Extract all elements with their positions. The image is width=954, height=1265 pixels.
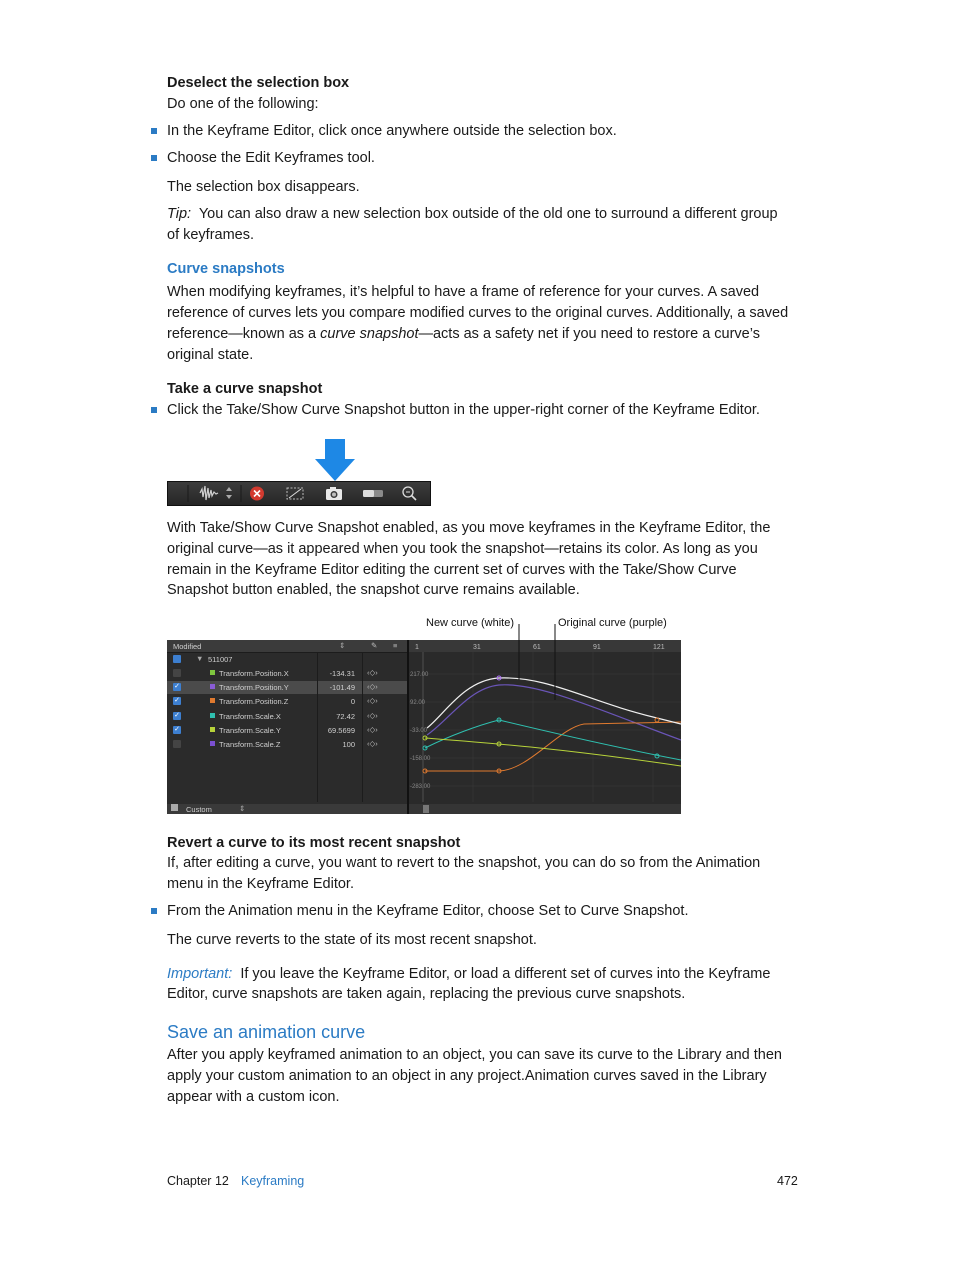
bullet-icon xyxy=(151,128,157,134)
important-paragraph xyxy=(167,964,770,985)
list-item: Choose the Edit Keyframes tool. xyxy=(167,150,375,166)
footer-chapter: Chapter 12 xyxy=(167,1174,229,1188)
page-number: 472 xyxy=(777,1174,798,1188)
channel-value[interactable]: 69.5699 xyxy=(327,725,355,735)
tip-text-continued: of keyframes. xyxy=(167,227,255,243)
channel-color-swatch xyxy=(210,684,215,689)
important-text-continued: Editor, curve snapshots are taken again, replacing the previous curve snapshots. xyxy=(167,986,686,1002)
result-text: The curve reverts to the state of its most recent snapshot. xyxy=(167,932,537,948)
channel-color-swatch xyxy=(210,698,215,703)
keyframe-navigation-icon[interactable]: ‹◇› xyxy=(367,739,378,748)
keyframe-toolbar xyxy=(167,481,431,506)
channel-checkbox[interactable] xyxy=(173,740,181,748)
channel-name[interactable]: Transform.Position.X xyxy=(219,669,289,678)
tip-label: Tip: xyxy=(167,206,192,222)
paragraph-line: original curve—as it appeared when you took the snapshot—retains its color. As long as you xyxy=(167,541,758,557)
tip-paragraph xyxy=(167,204,778,225)
callout-original-curve: Original curve (purple) xyxy=(558,617,667,629)
value-label: 217.00 xyxy=(410,672,429,678)
channel-checkbox[interactable]: ✓ xyxy=(174,725,180,733)
paragraph-line: If, after editing a curve, you want to revert to the snapshot, you can do so from the Animation xyxy=(167,855,761,871)
zoom-icon[interactable] xyxy=(403,487,416,500)
paragraph-line: reference of curves lets you compare modified curves to the original curves. Additionally, a saved xyxy=(167,305,789,321)
channel-checkbox[interactable] xyxy=(173,669,181,677)
paragraph-line: menu in the Keyframe Editor. xyxy=(167,876,354,892)
paragraph-line xyxy=(167,324,760,345)
keyframe-navigation-icon[interactable]: ‹◇› xyxy=(367,724,378,734)
subheading-curve-snapshots: Curve snapshots xyxy=(167,261,285,277)
channel-value[interactable]: -101.49 xyxy=(329,683,355,693)
channel-value[interactable]: -134.31 xyxy=(329,669,355,678)
channel-name[interactable]: Transform.Position.Z xyxy=(219,697,289,707)
paragraph-line: After you apply keyframed animation to an object, you can save its curve to the Library and then xyxy=(167,1047,782,1063)
ruler-tick: 121 xyxy=(653,644,665,651)
channel-name[interactable]: Transform.Scale.Z xyxy=(219,740,281,749)
list-item: Click the Take/Show Curve Snapshot button in the upper-right corner of the Keyframe Editor. xyxy=(167,402,760,418)
important-text: If you leave the Keyframe Editor, or load a different set of curves into the Keyframe xyxy=(240,966,771,982)
folder-icon[interactable] xyxy=(171,804,178,811)
value-label: -158.00 xyxy=(410,756,431,762)
bullet-icon xyxy=(151,155,157,161)
curve-set-label[interactable]: Modified xyxy=(173,642,202,651)
list-item: From the Animation menu in the Keyframe Editor, choose Set to Curve Snapshot. xyxy=(167,903,689,919)
paragraph-line: apply your custom animation to an object in any project.Animation curves saved in the Library xyxy=(167,1068,767,1084)
channel-value[interactable]: 100 xyxy=(342,740,355,749)
channel-name[interactable]: Transform.Scale.X xyxy=(219,711,281,721)
pencil-icon[interactable]: ✎ xyxy=(371,641,378,650)
ruler-tick: 61 xyxy=(533,644,541,651)
group-name: 511007 xyxy=(208,655,233,664)
pointer-arrow-icon xyxy=(313,437,357,483)
list-item: In the Keyframe Editor, click once anywhere outside the selection box. xyxy=(167,123,617,139)
transform-box-icon[interactable] xyxy=(287,488,303,499)
channel-color-swatch xyxy=(210,670,215,675)
channel-checkbox[interactable]: ✓ xyxy=(174,711,180,719)
keyframe-navigation-icon[interactable]: ‹◇› xyxy=(367,696,378,706)
paragraph-line: With Take/Show Curve Snapshot enabled, as you move keyframes in the Keyframe Editor, the xyxy=(167,520,771,536)
callout-lines xyxy=(500,624,570,704)
channel-checkbox[interactable]: ✓ xyxy=(174,683,180,691)
keyframe-navigation-icon[interactable]: ‹◇› xyxy=(367,668,378,677)
ruler-tick: 1 xyxy=(415,644,419,651)
stepper-icon[interactable]: ⇕ xyxy=(239,804,246,813)
section-heading: Deselect the selection box xyxy=(167,75,350,91)
value-label: 92.00 xyxy=(410,700,426,706)
channel-name[interactable]: Transform.Scale.Y xyxy=(219,725,281,735)
stepper-icon[interactable]: ⇕ xyxy=(339,641,346,650)
value-label: -283.00 xyxy=(410,784,431,790)
camera-icon[interactable] xyxy=(326,487,342,500)
menu-icon[interactable]: ≡ xyxy=(393,641,398,650)
task-heading: Revert a curve to its most recent snapshot xyxy=(167,835,461,851)
bullet-icon xyxy=(151,908,157,914)
paragraph-line: Snapshot button enabled, the snapshot curve remains available. xyxy=(167,582,580,598)
channel-color-swatch xyxy=(210,741,215,746)
text-run: reference—known as a xyxy=(167,326,321,342)
intro-text: Do one of the following: xyxy=(167,96,319,112)
channel-color-swatch xyxy=(210,727,215,732)
keyframe-navigation-icon[interactable]: ‹◇› xyxy=(367,682,378,692)
disclosure-triangle-icon[interactable]: ▼ xyxy=(196,654,204,663)
important-label: Important: xyxy=(167,966,233,982)
channel-value[interactable]: 0 xyxy=(350,697,355,707)
toggle-icon[interactable] xyxy=(363,490,383,497)
channel-name[interactable]: Transform.Position.Y xyxy=(219,683,289,693)
paragraph-line: appear with a custom icon. xyxy=(167,1089,340,1105)
keyframe-navigation-icon[interactable]: ‹◇› xyxy=(367,710,378,720)
clear-icon[interactable] xyxy=(250,487,264,501)
result-text: The selection box disappears. xyxy=(167,179,360,195)
paragraph-line: original state. xyxy=(167,347,254,363)
channel-checkbox[interactable]: ✓ xyxy=(174,697,180,705)
paragraph-line: When modifying keyframes, it’s helpful to have a frame of reference for your curves. A saved xyxy=(167,284,760,300)
callout-new-curve: New curve (white) xyxy=(426,617,515,629)
channel-value[interactable]: 72.42 xyxy=(336,711,355,721)
channel-color-swatch xyxy=(210,713,215,718)
waveform-icon[interactable] xyxy=(200,486,218,500)
section-title: Save an animation curve xyxy=(167,1022,366,1042)
footer-label[interactable]: Custom xyxy=(186,805,212,814)
footer-chapter-link[interactable]: Keyframing xyxy=(241,1174,305,1188)
tip-text: You can also draw a new selection box outside of the old one to surround a different group xyxy=(198,206,778,222)
bullet-icon xyxy=(151,407,157,413)
value-label: -33.00 xyxy=(410,728,428,734)
ruler-tick: 31 xyxy=(473,644,481,651)
stepper-icon[interactable] xyxy=(226,487,232,499)
paragraph-line: remain in the Keyframe Editor editing the current set of curves with the Take/Show Curve xyxy=(167,562,737,578)
ruler-tick: 91 xyxy=(593,644,601,651)
keyframe-editor xyxy=(167,640,681,814)
text-run: —acts as a safety net if you need to restore a curve’s xyxy=(418,326,760,342)
group-checkbox[interactable] xyxy=(173,655,181,663)
task-heading: Take a curve snapshot xyxy=(167,381,323,397)
term-curve-snapshot: curve snapshot xyxy=(320,326,419,342)
